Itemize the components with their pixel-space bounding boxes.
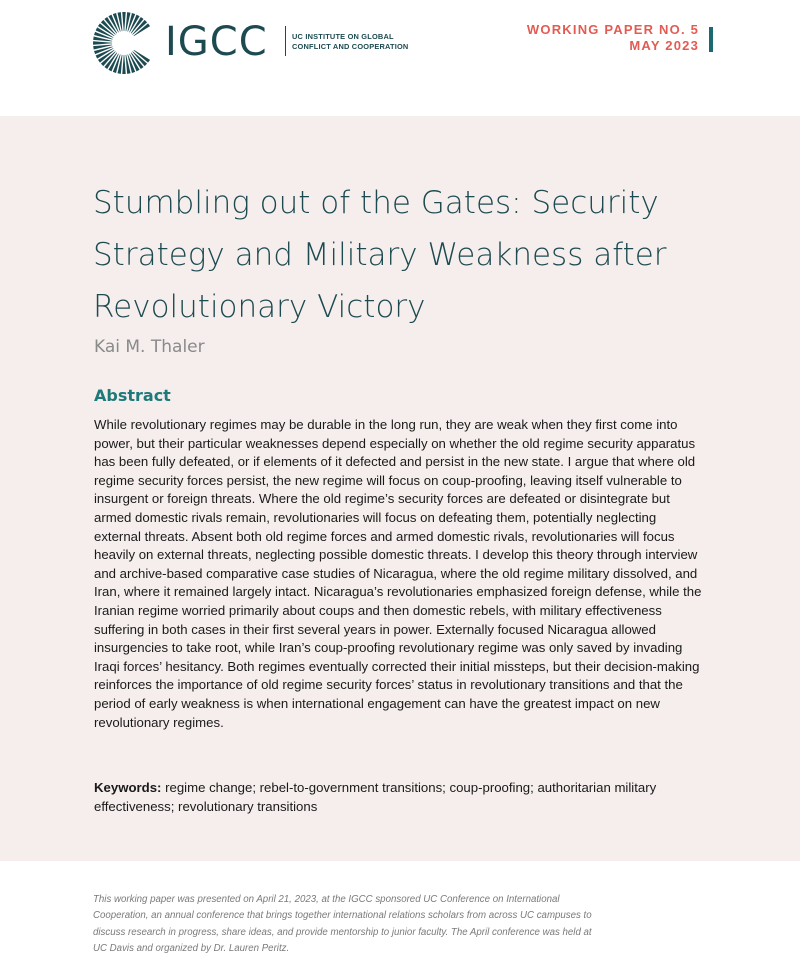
logo-ray	[117, 55, 122, 74]
footer-note: This working paper was presented on April 21, 2023, at the IGCC sponsored UC Conference on International Cooperation, an annual conference that brings together international relations scholars from across UC campuses to discuss research in progress, share ideas, and provide mentorship to junior faculty. The April conference was held at UC Davis and organized by Dr. Lauren Peritz.	[93, 894, 592, 955]
abstract-heading: Abstract	[94, 386, 171, 405]
logo-ray	[122, 55, 125, 74]
igcc-logo-icon	[92, 11, 156, 75]
logo-subtitle-line-2: CONFLICT AND COOPERATION	[292, 42, 409, 51]
logo-ray	[126, 55, 131, 74]
accent-bar	[709, 27, 713, 52]
keywords-text: regime change; rebel-to-government transitions; coup-proofing; authoritarian military effectiveness; revolutionary transitions	[94, 780, 657, 814]
working-paper-number: WORKING PAPER NO. 5	[526, 22, 699, 37]
logo-ray	[126, 12, 131, 31]
logo-divider	[285, 26, 286, 56]
page-header	[0, 0, 800, 116]
logo-subtitle	[292, 32, 408, 52]
logo-ray	[122, 12, 125, 31]
logo-ray	[93, 41, 112, 44]
logo-ray	[93, 36, 112, 41]
working-paper-date: MAY 2023	[629, 38, 699, 53]
abstract-text: While revolutionary regimes may be durable in the long run, they are weak when they first come into power, but their particular weaknesses depend especially on whether the old regime security apparatus has been fully defeated, or if elements of it defected and persist in the new state. I argue that where old regime security forces persist, the new regime will focus on coup-proofing, leaving itself vulnerable to insurgent or foreign threats. Where the old regime’s security forces are defeated or disintegrate but armed domestic rivals remain, revolutionaries will focus on defeating them, potentially neglecting external threats. Absent both old regime forces and armed domestic rivals, revolutionaries will focus heavily on external threats, neglecting possible domestic threats. I develop this theory through interview and archive-based comparative case studies of Nicaragua, where the old regime military dissolved, and Iran, where it remained largely intact. Nicaragua’s revolutionaries emphasized foreign defense, while the Iranian regime worried primarily about coups and then domestic rebels, with military effectiveness suffering in both cases in their first several years in power. Externally focused Nicaragua allowed insurgencies to take root, while Iran’s coup-proofing revolutionary regime was only saved by invading Iraqi forces’ hesitancy. Both regimes eventually corrected their initial missteps, but their decision-making reinforces the importance of old regime security forces’ status in revolutionary transitions and that the period of early weakness is when international engagement can have the greatest impact on new revolutionary regimes.	[94, 417, 702, 730]
paper-author: Kai M. Thaler	[94, 337, 205, 357]
working-paper-info	[527, 22, 699, 54]
keywords	[94, 779, 706, 816]
keywords-label: Keywords:	[94, 780, 162, 795]
logo-ray	[93, 45, 112, 50]
logo-wordmark: IGCC	[165, 19, 268, 65]
paper-title: Stumbling out of the Gates: Security Strategy and Military Weakness after Revolutionary Victory	[93, 185, 667, 325]
logo-ray	[117, 12, 122, 31]
logo-subtitle-line-1: UC INSTITUTE ON GLOBAL	[292, 32, 394, 41]
